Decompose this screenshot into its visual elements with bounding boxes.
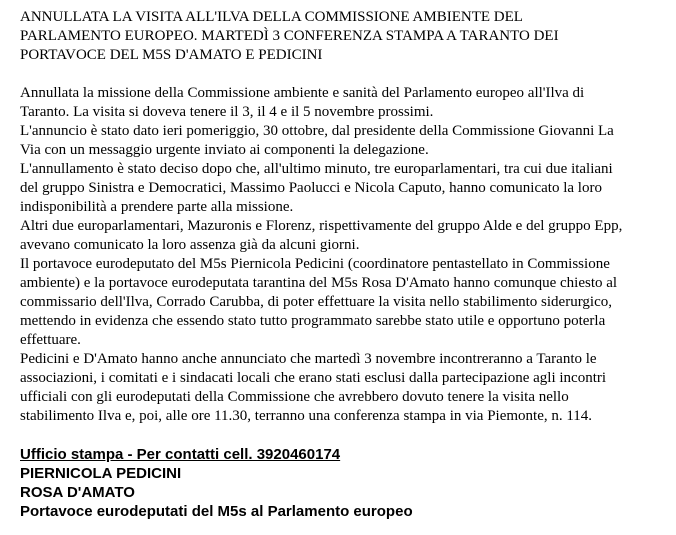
body-line: effettuare. [20,332,81,348]
press-release-title [20,8,660,65]
spacer [20,426,660,445]
body-line: Annullata la missione della Commissione ambiente e sanità del Parlamento europeo all'Ilva di [20,85,585,101]
title-line: PARLAMENTO EUROPEO. MARTEDÌ 3 CONFERENZA STAMPA A TARANTO DEI [20,28,559,44]
body-line: mettendo in evidenza che essendo stato tutto programmato sarebbe stato utile e opportuno poterla [20,313,606,329]
press-release-body [20,84,660,426]
body-line: ufficiali con gli eurodeputati della Commissione che avrebbero dovuto tenere la visita nello [20,389,569,405]
body-line: L'annullamento è stato deciso dopo che, all'ultimo minuto, tre europarlamentari, tra cui due italiani [20,161,613,177]
body-line: ambiente) e la portavoce eurodeputata tarantina del M5s Rosa D'Amato hanno comunque chiesto al [20,275,618,291]
press-office-contact: Ufficio stampa - Per contatti cell. 3920460174 [20,446,341,463]
body-line: indisponibilità a prendere parte alla missione. [20,199,294,215]
body-line: L'annuncio è stato dato ieri pomeriggio, 30 ottobre, dal presidente della Commissione Giovanni La [20,123,614,139]
signatory-role: Portavoce eurodeputati del M5s al Parlamento europeo [20,503,413,520]
body-line: avevano comunicato la loro assenza già da alcuni giorni. [20,237,360,253]
body-line: del gruppo Sinistra e Democratici, Massimo Paolucci e Nicola Caputo, hanno comunicato la loro [20,180,602,196]
body-line: stabilimento Ilva e, poi, alle ore 11.30, terranno una conferenza stampa in via Piemonte, n. 114. [20,408,593,424]
body-line: Pedicini e D'Amato hanno anche annunciato che martedì 3 novembre incontreranno a Taranto le [20,351,597,367]
title-line: PORTAVOCE DEL M5S D'AMATO E PEDICINI [20,47,323,63]
body-line: Il portavoce eurodeputato del M5s Piernicola Pedicini (coordinatore pentastellato in Commissione [20,256,610,272]
signature-block [20,445,660,521]
body-line: Altri due europarlamentari, Mazuronis e Florenz, rispettivamente del gruppo Alde e del gruppo Epp, [20,218,623,234]
press-release [20,8,660,521]
body-line: associazioni, i comitati e i sindacati locali che erano stati esclusi dalla partecipazione agli incontri [20,370,607,386]
signatory-name: ROSA D'AMATO [20,484,135,501]
body-line: commissario dell'Ilva, Corrado Carubba, di poter effettuare la visita nello stabilimento siderurgico, [20,294,612,310]
signatory-name: PIERNICOLA PEDICINI [20,465,182,482]
body-line: Via con un messaggio urgente inviato ai componenti la delegazione. [20,142,429,158]
title-line: ANNULLATA LA VISITA ALL'ILVA DELLA COMMISSIONE AMBIENTE DEL [20,9,523,25]
body-line: Taranto. La visita si doveva tenere il 3, il 4 e il 5 novembre prossimi. [20,104,434,120]
spacer [20,65,660,84]
